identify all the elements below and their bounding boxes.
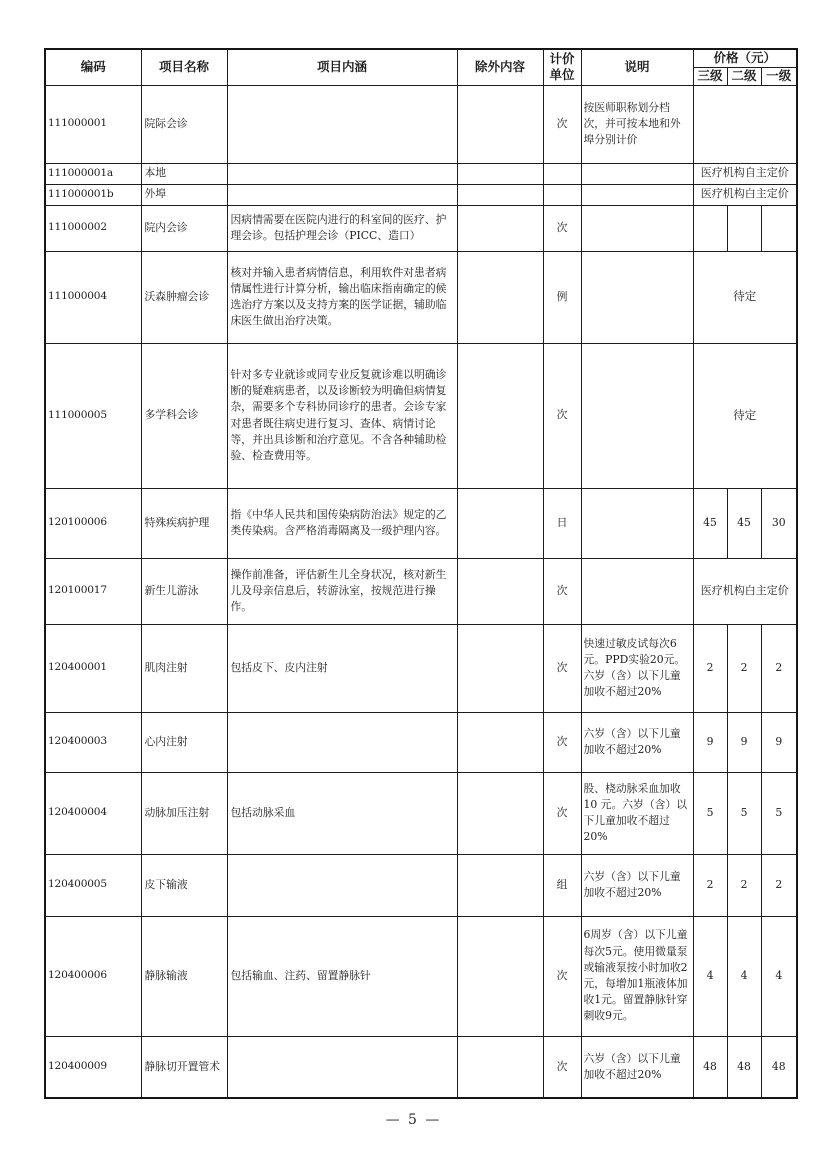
cell-price-level-3: 2 — [693, 854, 727, 916]
cell-code: 120100017 — [45, 558, 141, 624]
cell-note — [581, 184, 693, 205]
header-row-main — [45, 49, 797, 67]
cell-code: 120100006 — [45, 488, 141, 558]
cell-code: 111000002 — [45, 205, 141, 251]
cell-code: 111000001 — [45, 85, 141, 163]
cell-excluded — [457, 712, 543, 772]
cell-price-level-3: 4 — [693, 916, 727, 1036]
cell-excluded — [457, 205, 543, 251]
header-price-level-3: 三级 — [693, 67, 727, 85]
cell-item-name: 心内注射 — [141, 712, 227, 772]
cell-code: 111000005 — [45, 343, 141, 488]
cell-excluded — [457, 488, 543, 558]
cell-unit — [543, 163, 581, 184]
cell-item-name: 肌肉注射 — [141, 624, 227, 712]
cell-price-level-3 — [693, 205, 727, 251]
cell-excluded — [457, 163, 543, 184]
cell-price-level-2: 5 — [727, 772, 761, 854]
cell-code: 120400005 — [45, 854, 141, 916]
cell-excluded — [457, 85, 543, 163]
cell-item-content: 操作前准备，评估新生儿全身状况，核对新生儿及母亲信息后，转游泳室，按规范进行操作。 — [227, 558, 457, 624]
cell-note — [581, 251, 693, 343]
cell-price-level-3: 9 — [693, 712, 727, 772]
cell-unit: 次 — [543, 1036, 581, 1098]
table-row — [45, 343, 797, 488]
cell-note — [581, 488, 693, 558]
cell-unit: 组 — [543, 854, 581, 916]
table-row — [45, 624, 797, 712]
cell-code: 111000001b — [45, 184, 141, 205]
cell-note — [581, 558, 693, 624]
cell-unit: 日 — [543, 488, 581, 558]
cell-item-name: 多学科会诊 — [141, 343, 227, 488]
cell-price-level-2: 2 — [727, 854, 761, 916]
cell-unit: 次 — [543, 624, 581, 712]
cell-price-merged: 医疗机构自主定价 — [693, 163, 797, 184]
cell-excluded — [457, 184, 543, 205]
cell-item-name: 动脉加压注射 — [141, 772, 227, 854]
cell-excluded — [457, 558, 543, 624]
cell-price-level-1: 2 — [761, 624, 797, 712]
cell-price-level-3: 48 — [693, 1036, 727, 1098]
header-price-group: 价格（元） — [693, 49, 797, 67]
cell-excluded — [457, 251, 543, 343]
cell-price-level-3: 5 — [693, 772, 727, 854]
header-item-name: 项目名称 — [141, 49, 227, 85]
cell-note: 快速过敏皮试每次6元。PPD实验20元。六岁（含）以下儿童加收不超过20% — [581, 624, 693, 712]
cell-code: 120400006 — [45, 916, 141, 1036]
cell-price-level-2 — [727, 205, 761, 251]
cell-price-level-1: 9 — [761, 712, 797, 772]
cell-note: 6周岁（含）以下儿童每次5元。使用微量泵或输液泵按小时加收2元，每增加1瓶液体加收1元。留置静脉针穿刺收9元。 — [581, 916, 693, 1036]
table-row — [45, 854, 797, 916]
cell-item-content: 针对多专业就诊或同专业反复就诊难以明确诊断的疑难病患者，以及诊断较为明确但病情复杂，需要多个专科协同诊疗的患者。会诊专家对患者既往病史进行复习、查体、病情讨论等，并出具诊断和治疗意见。不含各种辅助检验、检查费用等。 — [227, 343, 457, 488]
cell-item-content: 包括动脉采血 — [227, 772, 457, 854]
header-code: 编码 — [45, 49, 141, 85]
cell-note — [581, 343, 693, 488]
cell-item-content — [227, 85, 457, 163]
cell-price-level-1: 4 — [761, 916, 797, 1036]
cell-item-content: 因病情需要在医院内进行的科室间的医疗、护理会诊。包括护理会诊（PICC、造口） — [227, 205, 457, 251]
cell-item-name: 静脉输液 — [141, 916, 227, 1036]
cell-note — [581, 163, 693, 184]
header-excluded-content: 除外内容 — [457, 49, 543, 85]
table-row — [45, 558, 797, 624]
cell-price-merged: 医疗机构白主定价 — [693, 184, 797, 205]
cell-item-name: 本地 — [141, 163, 227, 184]
cell-note — [581, 205, 693, 251]
cell-excluded — [457, 343, 543, 488]
cell-price-level-2: 2 — [727, 624, 761, 712]
cell-excluded — [457, 854, 543, 916]
page-number: — 5 — — [385, 1112, 442, 1128]
cell-price-merged: 待定 — [693, 251, 797, 343]
cell-item-content — [227, 854, 457, 916]
cell-item-name: 沃森肿瘤会诊 — [141, 251, 227, 343]
cell-item-name: 外埠 — [141, 184, 227, 205]
cell-price-level-1: 5 — [761, 772, 797, 854]
cell-note: 六岁（含）以下儿童加收不超过20% — [581, 712, 693, 772]
cell-unit: 次 — [543, 343, 581, 488]
header-price-level-1: 一级 — [761, 67, 797, 85]
cell-item-name: 院内会诊 — [141, 205, 227, 251]
cell-code: 120400003 — [45, 712, 141, 772]
table-row — [45, 184, 797, 205]
cell-excluded — [457, 916, 543, 1036]
cell-item-name: 院际会诊 — [141, 85, 227, 163]
header-note: 说明 — [581, 49, 693, 85]
cell-unit — [543, 184, 581, 205]
cell-price-level-2: 4 — [727, 916, 761, 1036]
cell-note: 六岁（含）以下儿童加收不超过20% — [581, 854, 693, 916]
cell-unit: 次 — [543, 558, 581, 624]
table-row — [45, 916, 797, 1036]
cell-unit: 次 — [543, 205, 581, 251]
cell-price-level-2: 9 — [727, 712, 761, 772]
cell-item-content: 包括输血、注药、留置静脉针 — [227, 916, 457, 1036]
cell-code: 120400004 — [45, 772, 141, 854]
cell-unit: 例 — [543, 251, 581, 343]
table-row — [45, 85, 797, 163]
table-row — [45, 163, 797, 184]
header-pricing-unit: 计价单位 — [543, 49, 581, 85]
cell-item-name: 新生儿游泳 — [141, 558, 227, 624]
cell-code: 111000004 — [45, 251, 141, 343]
cell-note: 按医师职称划分档次，并可按本地和外埠分别计价 — [581, 85, 693, 163]
cell-item-content — [227, 184, 457, 205]
cell-price-merged: 待定 — [693, 343, 797, 488]
table-row — [45, 205, 797, 251]
cell-excluded — [457, 772, 543, 854]
cell-price-merged — [693, 85, 797, 163]
cell-unit: 次 — [543, 772, 581, 854]
cell-note: 六岁（含）以下儿童加收不超过20% — [581, 1036, 693, 1098]
table-row — [45, 488, 797, 558]
cell-item-content — [227, 1036, 457, 1098]
cell-price-level-3: 45 — [693, 488, 727, 558]
cell-item-content: 指《中华人民共和国传染病防治法》规定的乙类传染病。含严格消毒隔离及一级护理内容。 — [227, 488, 457, 558]
cell-item-content: 核对并输入患者病情信息，利用软件对患者病情属性进行计算分析，输出临床指南确定的候选治疗方案以及支持方案的医学证据，辅助临床医生做出治疗决策。 — [227, 251, 457, 343]
cell-code: 120400009 — [45, 1036, 141, 1098]
cell-unit: 次 — [543, 916, 581, 1036]
cell-item-name: 特殊疾病护理 — [141, 488, 227, 558]
table-row — [45, 1036, 797, 1098]
header-price-level-2: 二级 — [727, 67, 761, 85]
cell-unit: 次 — [543, 712, 581, 772]
cell-price-merged: 医疗机构白主定价 — [693, 558, 797, 624]
table-row — [45, 251, 797, 343]
table-row — [45, 712, 797, 772]
cell-unit: 次 — [543, 85, 581, 163]
cell-price-level-1: 2 — [761, 854, 797, 916]
table-row — [45, 772, 797, 854]
cell-code: 120400001 — [45, 624, 141, 712]
cell-item-content — [227, 712, 457, 772]
cell-price-level-2: 45 — [727, 488, 761, 558]
cell-code: 111000001a — [45, 163, 141, 184]
header-item-content: 项目内涵 — [227, 49, 457, 85]
cell-price-level-3: 2 — [693, 624, 727, 712]
cell-item-name: 皮下输液 — [141, 854, 227, 916]
cell-price-level-1 — [761, 205, 797, 251]
cell-price-level-1: 48 — [761, 1036, 797, 1098]
cell-excluded — [457, 624, 543, 712]
cell-price-level-1: 30 — [761, 488, 797, 558]
cell-item-content — [227, 163, 457, 184]
cell-item-name: 静脉切开置管术 — [141, 1036, 227, 1098]
medical-price-table — [44, 48, 798, 1099]
cell-price-level-2: 48 — [727, 1036, 761, 1098]
cell-note: 股、桡动脉采血加收10 元。六岁（含）以下儿童加收不超过20% — [581, 772, 693, 854]
cell-excluded — [457, 1036, 543, 1098]
cell-item-content: 包括皮下、皮内注射 — [227, 624, 457, 712]
